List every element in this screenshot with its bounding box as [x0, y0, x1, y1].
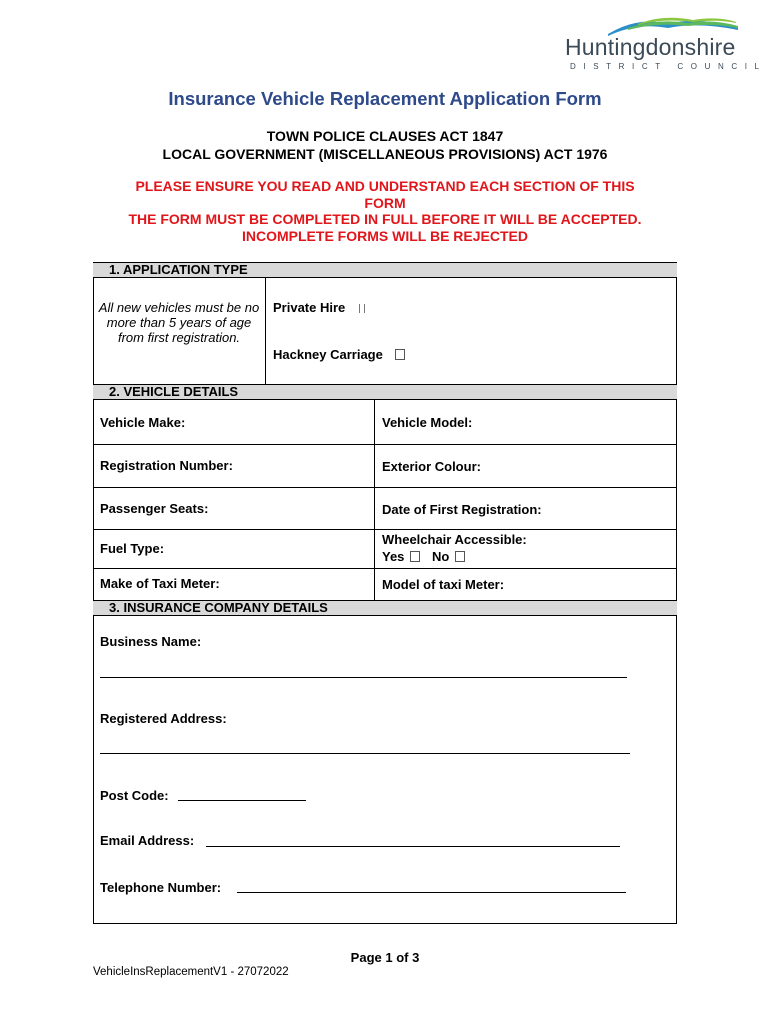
private-hire-option[interactable] — [273, 300, 365, 315]
vehicle-make-label: Vehicle Make: — [100, 415, 186, 430]
warning-line-2: FORM — [364, 195, 406, 211]
private-hire-label: Private Hire — [273, 300, 346, 315]
hackney-carriage-option[interactable] — [273, 347, 405, 362]
warning-line-3: THE FORM MUST BE COMPLETED IN FULL BEFORE IT WILL BE ACCEPTED. — [128, 211, 642, 227]
act-line-2: LOCAL GOVERNMENT (MISCELLANEOUS PROVISIONS) ACT 1976 — [162, 146, 608, 162]
age-note: All new vehicles must be no more than 5 years of age from first registration. — [98, 300, 260, 345]
registration-number-label: Registration Number: — [100, 458, 233, 473]
page-number: Page 1 of 3 — [350, 950, 420, 965]
exterior-colour-label: Exterior Colour: — [382, 459, 481, 474]
passenger-seats-label: Passenger Seats: — [100, 501, 209, 516]
council-logo — [548, 12, 767, 72]
no-label: No — [432, 549, 450, 564]
registered-address-line[interactable] — [100, 753, 630, 754]
logo-subtitle: DISTRICT COUNCIL — [570, 62, 767, 71]
yes-label: Yes — [382, 549, 405, 564]
email-address-label: Email Address: — [100, 833, 195, 848]
email-address-line[interactable] — [206, 846, 620, 847]
yes-checkbox[interactable] — [410, 551, 420, 562]
meter-make-label: Make of Taxi Meter: — [100, 576, 220, 591]
wheelchair-accessible-label: Wheelchair Accessible: — [382, 532, 527, 547]
act-line-1: TOWN POLICE CLAUSES ACT 1847 — [266, 128, 504, 144]
section-1-heading: 1. APPLICATION TYPE — [109, 262, 248, 277]
first-registration-label: Date of First Registration: — [382, 502, 542, 517]
business-name-label: Business Name: — [100, 634, 202, 649]
meter-model-label: Model of taxi Meter: — [382, 577, 505, 592]
wheelchair-options — [382, 549, 465, 564]
private-hire-checkbox[interactable] — [359, 304, 365, 313]
document-reference: VehicleInsReplacementV1 - 27072022 — [93, 966, 289, 978]
fuel-type-label: Fuel Type: — [100, 541, 165, 556]
section-3-heading: 3. INSURANCE COMPANY DETAILS — [109, 600, 328, 615]
post-code-line[interactable] — [178, 800, 306, 801]
telephone-number-line[interactable] — [237, 892, 626, 893]
no-checkbox[interactable] — [455, 551, 465, 562]
telephone-number-label: Telephone Number: — [100, 880, 222, 895]
landscape-icon — [608, 14, 738, 36]
registered-address-label: Registered Address: — [100, 711, 227, 726]
logo-name: Huntingdonshire — [565, 34, 736, 60]
warning-line-4: INCOMPLETE FORMS WILL BE REJECTED — [242, 228, 528, 244]
hackney-carriage-label: Hackney Carriage — [273, 347, 383, 362]
business-name-line[interactable] — [100, 677, 627, 678]
hackney-carriage-checkbox[interactable] — [395, 349, 405, 360]
section-2-heading: 2. VEHICLE DETAILS — [109, 384, 239, 399]
post-code-label: Post Code: — [100, 788, 169, 803]
section-2-header — [93, 384, 677, 400]
page-title: Insurance Vehicle Replacement Application Form — [168, 88, 602, 109]
section-1-header — [93, 262, 677, 278]
section-3-header — [93, 600, 677, 616]
warning-line-1: PLEASE ENSURE YOU READ AND UNDERSTAND EACH SECTION OF THIS — [135, 178, 635, 194]
vehicle-model-label: Vehicle Model: — [382, 415, 473, 430]
